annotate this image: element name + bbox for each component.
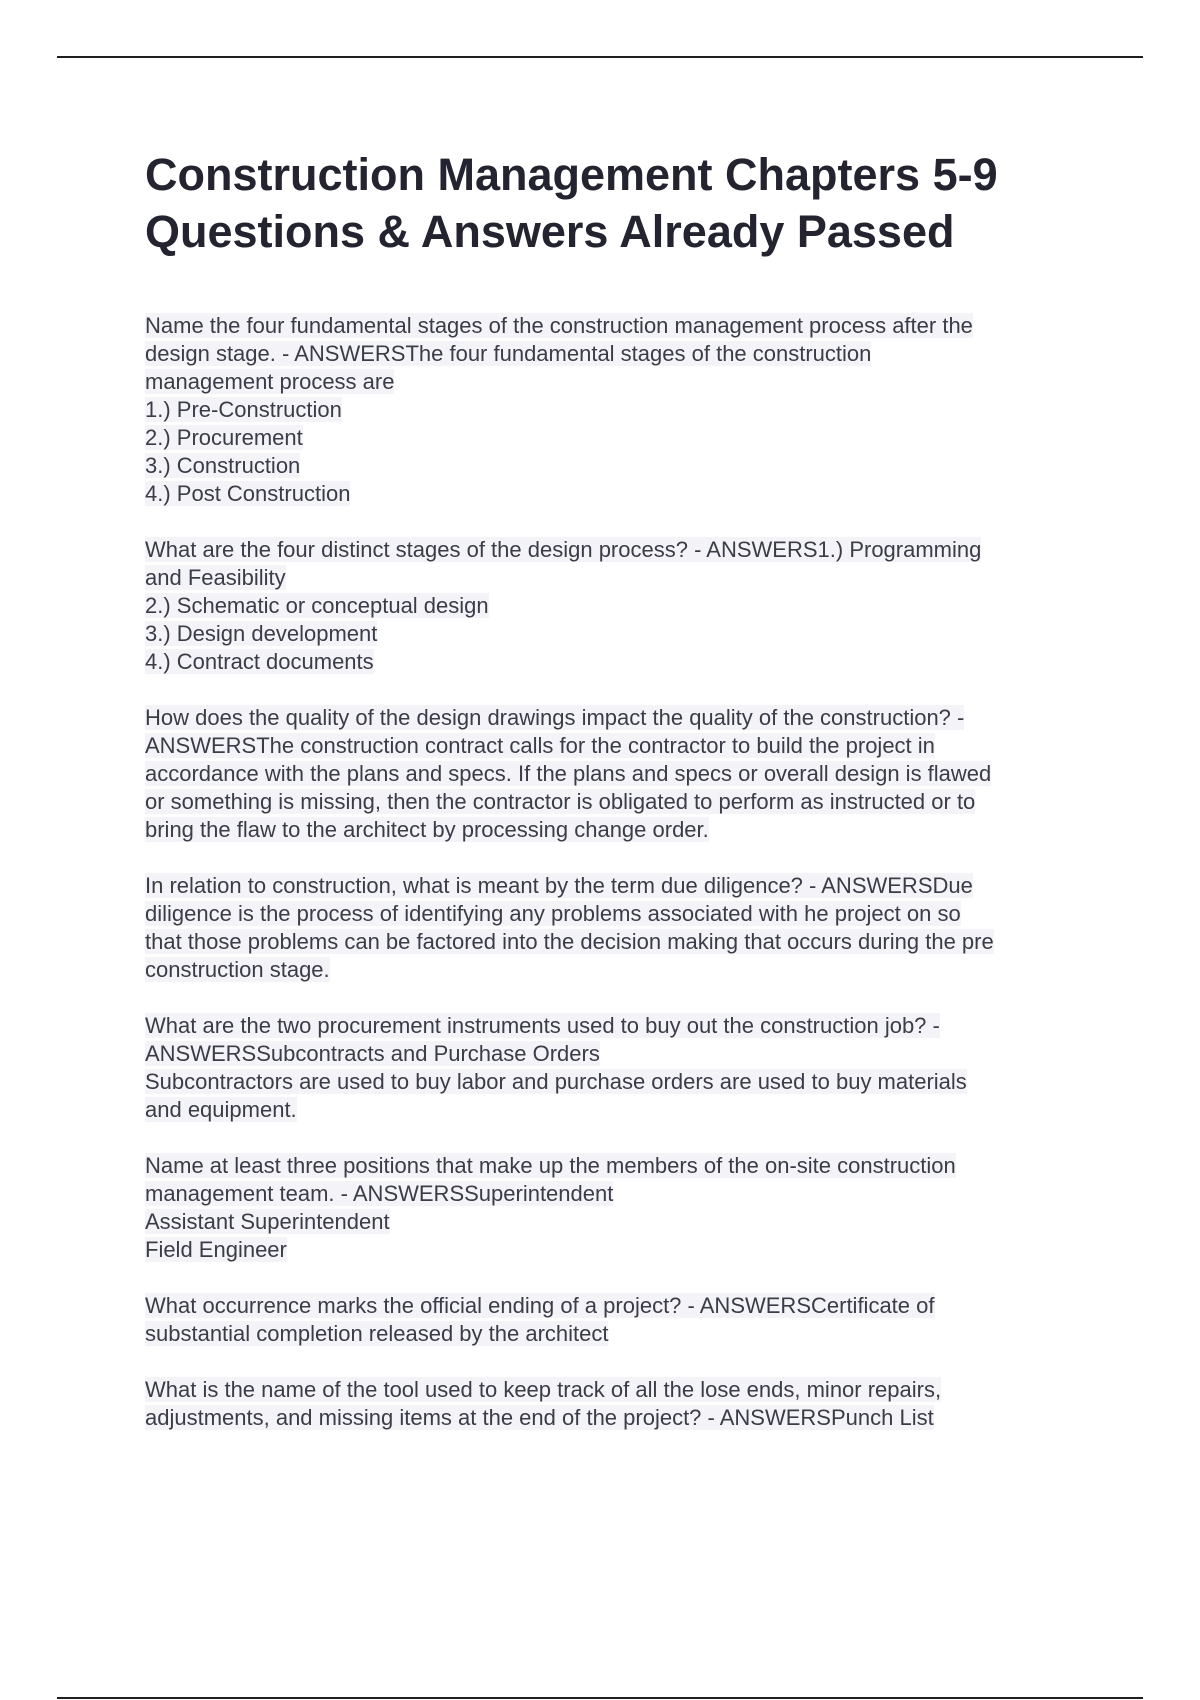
qa-line: management team. - ANSWERSSuperintendent: [145, 1181, 614, 1206]
qa-line: 2.) Procurement: [145, 425, 303, 450]
qa-item-5: [145, 1012, 1085, 1124]
qa-line: Name the four fundamental stages of the construction management process after the: [145, 313, 973, 338]
qa-line: substantial completion released by the architect: [145, 1321, 609, 1346]
title-line-2: Questions & Answers Already Passed: [145, 206, 955, 257]
qa-line: 2.) Schematic or conceptual design: [145, 593, 489, 618]
qa-line: 4.) Contract documents: [145, 649, 374, 674]
qa-line: What occurrence marks the official ending of a project? - ANSWERSCertificate of: [145, 1293, 935, 1318]
qa-line: Assistant Superintendent: [145, 1209, 390, 1234]
qa-item-4: [145, 872, 1085, 984]
qa-item-6: [145, 1152, 1085, 1264]
bottom-rule: [57, 1697, 1143, 1699]
qa-line: design stage. - ANSWERSThe four fundamental stages of the construction: [145, 341, 872, 366]
page-title: [145, 146, 1105, 260]
qa-line: 3.) Construction: [145, 453, 301, 478]
qa-item-3: [145, 704, 1085, 844]
qa-line: that those problems can be factored into the decision making that occurs during the pre: [145, 929, 994, 954]
qa-line: ANSWERSThe construction contract calls for the contractor to build the project in: [145, 733, 935, 758]
qa-line: Field Engineer: [145, 1237, 287, 1262]
qa-line: Name at least three positions that make up the members of the on-site construction: [145, 1153, 956, 1178]
title-line-1: Construction Management Chapters 5-9: [145, 149, 998, 200]
qa-line: construction stage.: [145, 957, 330, 982]
qa-list: [145, 312, 1085, 1460]
qa-item-8: [145, 1376, 1085, 1432]
qa-line: ANSWERSSubcontracts and Purchase Orders: [145, 1041, 600, 1066]
qa-line: 1.) Pre-Construction: [145, 397, 342, 422]
qa-line: adjustments, and missing items at the end of the project? - ANSWERSPunch List: [145, 1405, 934, 1430]
qa-line: Subcontractors are used to buy labor and purchase orders are used to buy materials: [145, 1069, 967, 1094]
qa-line: In relation to construction, what is meant by the term due diligence? - ANSWERSDue: [145, 873, 973, 898]
qa-line: or something is missing, then the contractor is obligated to perform as instructed or to: [145, 789, 976, 814]
qa-line: What are the two procurement instruments used to buy out the construction job? -: [145, 1013, 940, 1038]
qa-line: What are the four distinct stages of the design process? - ANSWERS1.) Programming: [145, 537, 982, 562]
qa-line: and Feasibility: [145, 565, 286, 590]
qa-line: 4.) Post Construction: [145, 481, 351, 506]
qa-line: bring the flaw to the architect by processing change order.: [145, 817, 709, 842]
qa-line: What is the name of the tool used to keep track of all the lose ends, minor repairs,: [145, 1377, 942, 1402]
top-rule: [57, 56, 1143, 58]
qa-line: diligence is the process of identifying any problems associated with he project on so: [145, 901, 961, 926]
qa-item-1: [145, 312, 1085, 508]
qa-line: How does the quality of the design drawings impact the quality of the construction? -: [145, 705, 965, 730]
qa-line: accordance with the plans and specs. If the plans and specs or overall design is flawed: [145, 761, 992, 786]
qa-item-7: [145, 1292, 1085, 1348]
qa-line: and equipment.: [145, 1097, 297, 1122]
qa-line: management process are: [145, 369, 395, 394]
qa-line: 3.) Design development: [145, 621, 378, 646]
qa-item-2: [145, 536, 1085, 676]
